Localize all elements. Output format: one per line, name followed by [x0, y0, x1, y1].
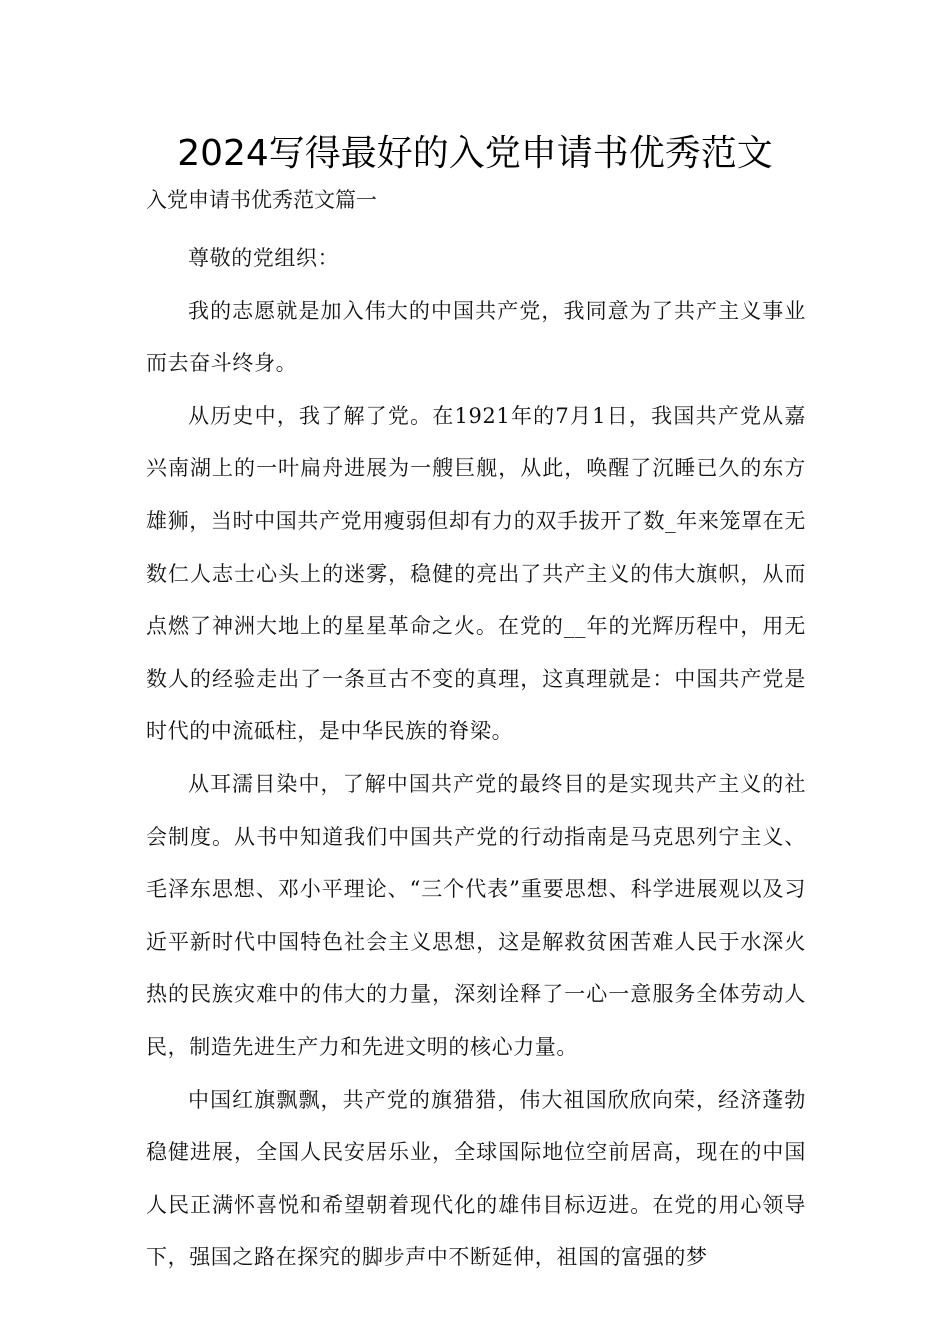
salutation: 尊敬的党组织：	[188, 246, 340, 270]
paragraph: 从耳濡目染中，了解中国共产党的最终目的是实现共产主义的社会制度。从书中知道我们中国共产党的行动指南是马克思列宁主义、毛泽东思想、邓小平理论、“三个代表”重要思想、科学进展观以及习近平新时代中国特色社会主义思想，这是解救贫困苦难人民于水深火热的民族灾难中的伟大的力量，深刻诠释了一心一意服务全体劳动人民，制造先进生产力和先进文明的核心力量。	[146, 771, 806, 1059]
paragraph: 我的志愿就是加入伟大的中国共产党，我同意为了共产主义事业而去奋斗终身。	[146, 298, 806, 376]
paragraph: 中国红旗飘飘，共产党的旗猎猎，伟大祖国欣欣向荣，经济蓬勃稳健进展，全国人民安居乐业，全球国际地位空前居高，现在的中国人民正满怀喜悦和希望朝着现代化的雄伟目标迈进。在党的用心领导下，强国之路在探究的脚步声中不断延伸，祖国的富强的梦	[146, 1087, 806, 1270]
document-subtitle: 入党申请书优秀范文篇一	[146, 188, 377, 212]
document-title: 2024写得最好的入党申请书优秀范文	[177, 133, 773, 174]
paragraph: 从历史中，我了解了党。在1921年的7月1日，我国共产党从嘉兴南湖上的一叶扁舟进展为一艘巨舰，从此，唤醒了沉睡已久的东方雄狮，当时中国共产党用瘦弱但却有力的双手拔开了数_年来笼罩在无数仁人志士心头上的迷雾，稳健的亮出了共产主义的伟大旗帜，从而点燃了神洲大地上的星星革命之火。在党的__年的光辉历程中，用无数人的经验走出了一条亘古不变的真理，这真理就是：中国共产党是时代的中流砥柱，是中华民族的脊梁。	[146, 403, 806, 744]
document-body	[146, 232, 806, 1284]
